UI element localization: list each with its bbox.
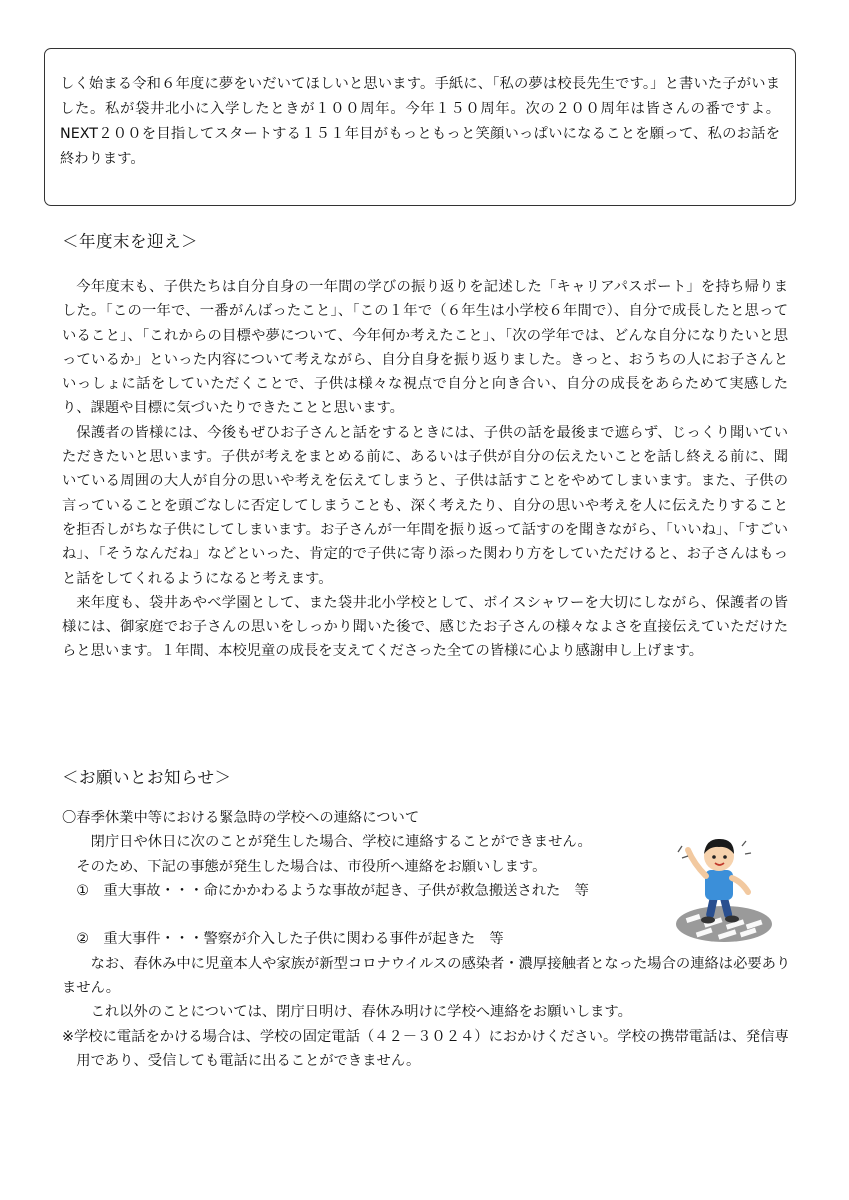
notice-title: 〇春季休業中等における緊急時の学校への連絡について xyxy=(62,810,420,826)
notice-other-note: これ以外のことについては、閉庁日明け、春休み明けに学校へ連絡をお願いします。 xyxy=(90,1004,632,1021)
notice-phone-note: ※学校に電話をかける場合は、学校の固定電話（４２－３０２４）におかけください。学校の携帯電話は、発信専用であり、受信しても電話に出ることができません。 xyxy=(62,1028,789,1069)
notice-item-incident: ② 重大事件・・・警察が介入した子供に関わる事件が起きた 等 xyxy=(76,931,504,948)
paragraph-next-year: 来年度も、袋井あやべ学園として、また袋井北小学校として、ボイスシャワーを大切にしながら、保護者の皆様には、御家庭でお子さんの思いをしっかり聞いた後で、感じたお子さんの様々なよさを直接伝えていただけたらと思います。１年間、本校児童の成長を支えてくださった全ての皆様に心より感謝申し上げます。 xyxy=(62,594,788,660)
notice-covid-note: なお、春休み中に児童本人や家族が新型コロナウイルスの感染者・濃厚接触者となった場合の連絡は必要ありません。 xyxy=(62,955,791,997)
section-heading-year-end: ＜年度末を迎え＞ xyxy=(62,232,198,251)
paragraph-listening: 保護者の皆様には、今後もぜひお子さんと話をするときには、子供の話を最後まで遮らず、じっくり聞いていただきたいと思います。子供が考えをまとめる前に、あるいは子供が自分の伝えたいことを話し終える前に、聞いている周囲の大人が自分の思いや考えを伝えてしまうと、子供は話すことをやめてしまいます。また、子供の言っていることを頭ごなしに否定してしまうことも、深く考えたり、自分の思いや考えを人に伝えたりすることを拒否しがちな子供にしてしまいます。お子さんが一年間を振り返って話すのを聞きながら、「いいね」、「すごいね」、「そうなんだね」などといった、肯定的で子供に寄り添った関わり方をしていただけると、お子さんはもっと話をしてくれるようになると考えます。 xyxy=(62,424,788,587)
year-end-body xyxy=(62,275,788,664)
notice-line-2: そのため、下記の事態が発生した場合は、市役所へ連絡をお願いします。 xyxy=(76,858,547,875)
principal-letter-box xyxy=(44,48,796,206)
notice-line-1: 閉庁日や休日に次のことが発生した場合、学校に連絡することができません。 xyxy=(90,834,592,851)
paragraph-career-passport: 今年度末も、子供たちは自分自身の一年間の学びの振り返りを記述した「キャリアパスポート」を持ち帰りました。「この一年で、一番がんばったこと」、「この１年で（６年生は小学校６年間で）、自分で成長したと思っていること」、「これからの目標や夢について、今年何か考えたこと」、「次の学年では、どんな自分になりたいと思っているか」といった内容について考えながら、自分自身を振り返りました。きっと、おうちの人にお子さんといっしょに話をしていただくことで、子供は様々な視点で自分と向き合い、自分の成長をあらためて実感したり、課題や目標に気づいたりできたことと思います。 xyxy=(62,279,788,417)
child-crossing-crosswalk-icon xyxy=(668,826,776,948)
notice-item-accident: ① 重大事故・・・命にかかわるような事故が起き、子供が救急搬送された 等 xyxy=(76,882,589,899)
section-heading-notices: ＜お願いとお知らせ＞ xyxy=(62,768,232,787)
letter-text: しく始まる令和６年度に夢をいだいてほしいと思います。手紙に、「私の夢は校長先生です。」と書いた子がいました。私が袋井北小に入学したときが１００周年。今年１５０周年。次の２００周年は皆さんの番ですよ。NEXT２００を目指してスタートする１５１年目がもっともっと笑顔いっぱいになることを願って、私のお話を終わります。 xyxy=(60,76,780,167)
